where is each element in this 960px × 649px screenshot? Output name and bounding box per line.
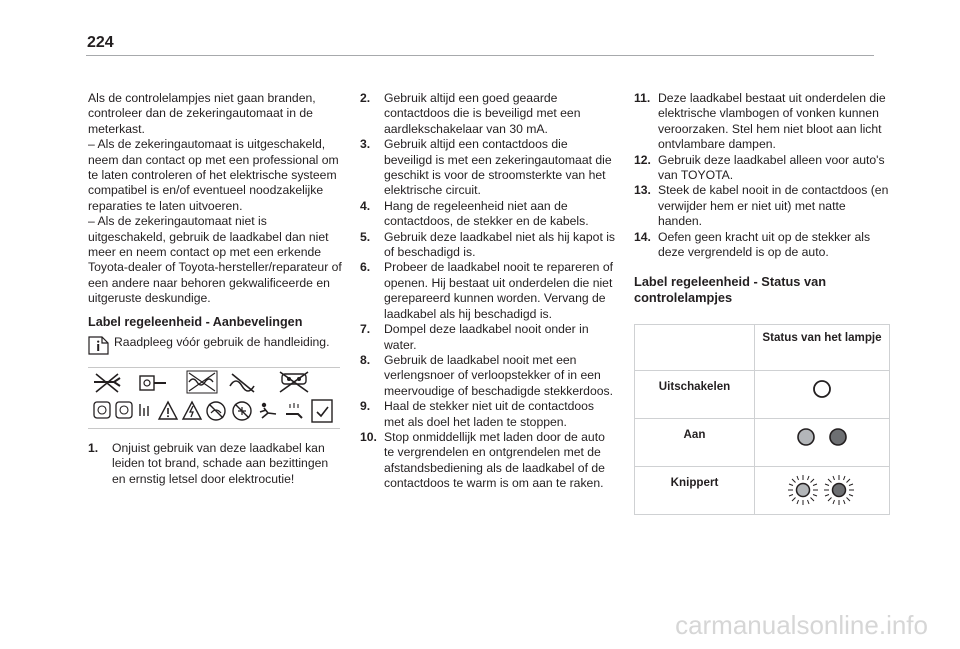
recommendation-list-3 — [634, 91, 890, 260]
recommendations-title: Label regeleenheid - Aanbevelingen — [88, 314, 303, 329]
manual-note-text: Raadpleeg vóór gebruik de handleiding. — [114, 334, 330, 349]
lamp-cell-off — [755, 371, 890, 419]
off-lamp-icon — [802, 377, 842, 401]
item-text: Gebruik altijd een goed geaarde contactdoos die is beveiligd met een aardlekschakelaar van 30 mA. — [384, 91, 581, 136]
socket-icon — [94, 402, 110, 418]
item-number: 1. — [88, 440, 99, 455]
table-row — [635, 371, 890, 419]
column-2 — [360, 91, 616, 492]
safety-icons-strip — [88, 367, 340, 429]
no-damage-icon — [233, 402, 251, 420]
list-item — [360, 353, 616, 399]
table-header-status: Status van het lampje — [755, 325, 890, 371]
item-number: 4. — [360, 198, 371, 213]
no-water-icon — [207, 402, 225, 420]
list-item — [634, 183, 890, 229]
certified-icon — [312, 400, 332, 422]
item-text: Gebruik de laadkabel nooit met een verlengsnoer of verloopstekker of in een meervoudige of beschadigde stekkerdoos. — [384, 352, 613, 398]
list-item — [634, 230, 890, 261]
item-number: 14. — [634, 229, 651, 244]
item-text: Probeer de laadkabel nooit te repareren of openen. Hij bestaat uit onderdelen die niet gerepareerd kunnen worden. Vervang de laadkabel als hij beschadigd is. — [384, 260, 614, 321]
list-item — [360, 91, 616, 137]
table-header-row — [635, 325, 890, 371]
no-multi-socket-icon — [280, 372, 308, 392]
water-spray-icon — [286, 403, 302, 418]
lamp-cell-on — [755, 419, 890, 467]
manual-book-icon — [88, 335, 110, 355]
lamp-status-table — [634, 324, 890, 515]
recommendation-list-2 — [360, 91, 616, 492]
row-label-off: Uitschakelen — [635, 371, 755, 419]
item-number: 11. — [634, 91, 651, 105]
item-number: 8. — [360, 352, 371, 367]
item-text: Steek de kabel nooit in de contactdoos (en verwijder hem er niet uit) met natte handen. — [658, 183, 889, 229]
manual-note — [88, 335, 342, 355]
electric-hazard-icon — [183, 402, 201, 419]
no-cut-cable-icon — [187, 371, 217, 393]
item-number: 10. — [360, 429, 377, 444]
item-text: Hang de regeleenheid niet aan de contactdoos, de stekker en de kabels. — [384, 198, 589, 229]
no-coiled-cable-icon — [230, 374, 254, 392]
watermark: carmanualsonline.info — [675, 610, 928, 640]
item-number: 7. — [360, 322, 371, 337]
temperature-icon — [140, 404, 148, 416]
on-lamps-icon — [782, 425, 862, 449]
item-number: 13. — [634, 183, 651, 198]
item-text: Gebruik deze laadkabel alleen voor auto's van TOYOTA. — [658, 152, 885, 183]
item-text: Dompel deze laadkabel nooit onder in water. — [384, 322, 589, 352]
column-3 — [634, 91, 890, 515]
item-number: 9. — [360, 399, 371, 414]
item-text: Stop onmiddellijk met laden door de auto te vergrendelen en ontgrendelen met de afstandsbediening als de laadkabel of de contactdoos te warm is om aan te raken. — [384, 429, 605, 491]
socket-plug-icon — [116, 402, 132, 418]
blinking-lamps-icon — [777, 473, 867, 507]
header-rule — [86, 55, 874, 56]
item-text: Haal de stekker niet uit de contactdoos met als doel het laden te stoppen. — [384, 399, 595, 429]
table-header-empty — [635, 325, 755, 371]
list-item — [88, 441, 342, 487]
lamp-cell-blinking — [755, 467, 890, 515]
list-item — [360, 199, 616, 230]
list-item — [360, 137, 616, 199]
table-row — [635, 467, 890, 515]
row-label-blinking: Knippert — [635, 467, 755, 515]
warning-triangle-icon — [159, 402, 177, 419]
page-number: 224 — [87, 34, 114, 51]
table-row — [635, 419, 890, 467]
row-label-on: Aan — [635, 419, 755, 467]
status-section-title: Label regeleenheid - Status van controlelampjes — [634, 274, 827, 306]
item-number: 2. — [360, 91, 371, 105]
item-text: Onjuist gebruik van deze laadkabel kan leiden tot brand, schade aan bezittingen en ernstig letsel door elektrocutie! — [112, 440, 329, 486]
item-number: 5. — [360, 229, 371, 244]
no-pull-cable-icon — [94, 374, 120, 392]
list-item — [360, 430, 616, 492]
dash-item-1: – Als de zekeringautomaat is uitgeschakeld, neem dan contact op met een professional om te laten controleren of het elektrische systeem compatibel is en/of eventueel noodzakelijke reparaties te laten uitvoeren. — [88, 137, 339, 213]
list-item — [360, 399, 616, 430]
list-item — [360, 230, 616, 261]
item-number: 12. — [634, 152, 651, 167]
list-item — [634, 153, 890, 184]
item-text: Gebruik altijd een contactdoos die beveiligd is met een zekeringautomaat die geschikt is voor de stroomsterkte van het elektrische circuit. — [384, 137, 612, 198]
list-item — [360, 322, 616, 353]
recommendation-list-1 — [88, 441, 342, 487]
item-text: Gebruik deze laadkabel niet als hij kapot is of beschadigd is. — [384, 229, 616, 260]
no-trip-icon — [260, 402, 276, 417]
item-text: Deze laadkabel bestaat uit onderdelen die elektrische vlambogen of vonken kunnen veroorzaken. Stel hem niet bloot aan licht ontvlambare dampen. — [658, 91, 886, 152]
item-number: 3. — [360, 137, 371, 152]
no-extension-socket-icon — [140, 376, 166, 390]
dash-item-2: – Als de zekeringautomaat niet is uitgeschakeld, gebruik de laadkabel dan niet meer en neem contact op met een erkende Toyota-dealer of Toyota-hersteller/reparateur of een andere naar behoren gekwalificeerde en uitgeruste deskundige. — [88, 214, 342, 306]
item-number: 6. — [360, 260, 371, 275]
column-1 — [88, 91, 342, 487]
intro-paragraph: Als de controlelampjes niet gaan branden, controleer dan de zekeringautomaat in de meterkast. — [88, 91, 316, 136]
item-text: Oefen geen kracht uit op de stekker als deze vergrendeld is op de auto. — [658, 229, 871, 260]
list-item — [360, 260, 616, 322]
list-item — [634, 91, 890, 153]
